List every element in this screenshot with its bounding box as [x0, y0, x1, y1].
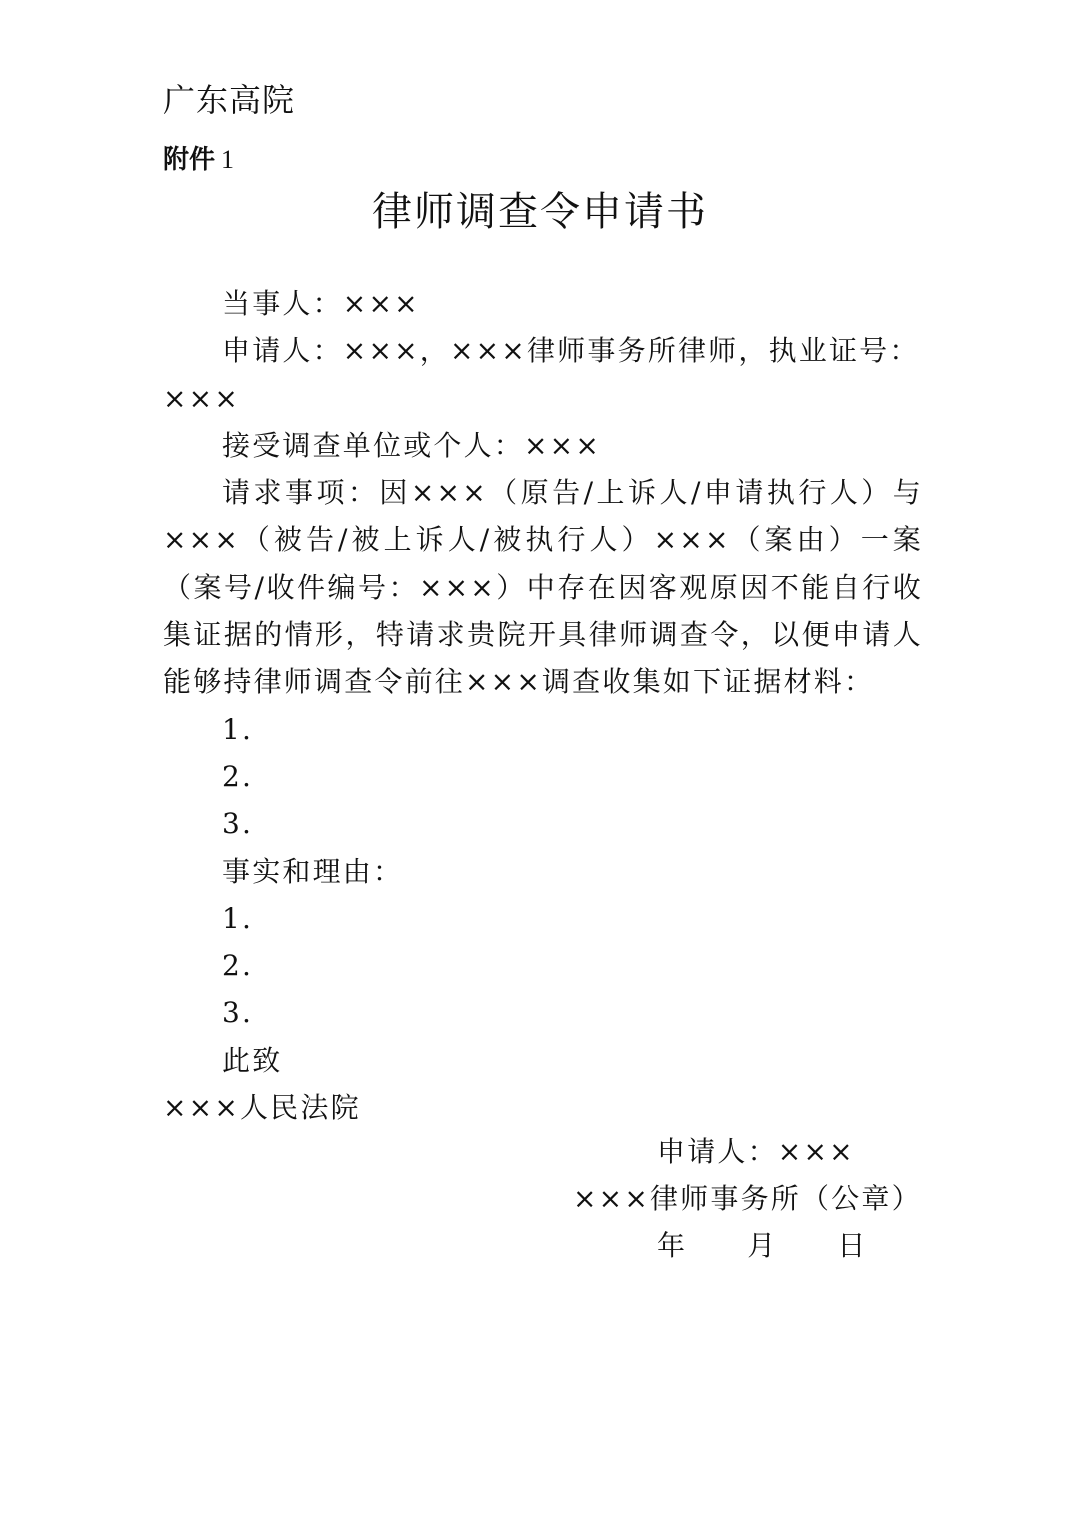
party-field: 当事人：×××	[222, 287, 420, 320]
attachment-text: 附件	[163, 145, 216, 175]
applicant-field-line2: ×××	[163, 381, 240, 415]
facts-item: 1.	[222, 901, 254, 935]
applicant-field-line1: 申请人：×××，×××律师事务所律师，执业证号：	[222, 334, 920, 368]
signature-applicant: 申请人：×××	[657, 1135, 855, 1168]
court-header: 广东高院	[163, 81, 296, 119]
salutation: 此致	[222, 1043, 283, 1077]
document-body	[163, 280, 923, 1131]
addressee-court: ×××人民法院	[163, 1091, 361, 1125]
date-month: 月	[747, 1229, 778, 1262]
evidence-item: 1.	[222, 712, 254, 746]
date-year: 年	[657, 1229, 688, 1262]
signature-date	[657, 1222, 868, 1269]
request-paragraph: 请求事项：因×××（原告/上诉人/申请执行人）与×××（被告/被上诉人/被执行人）×××（案由）一案（案号/收件编号：×××）中存在因客观原因不能自行收集证据的情形，特请求贵院开具律师调查令，以便申请人能够持律师调查令前往×××调查收集如下证据材料：	[163, 476, 923, 699]
facts-item: 3.	[222, 996, 254, 1030]
date-day: 日	[837, 1229, 868, 1262]
attachment-label	[163, 140, 234, 180]
facts-item: 2.	[222, 949, 254, 983]
signature-firm-seal: ×××律师事务所（公章）	[573, 1182, 922, 1215]
facts-heading: 事实和理由：	[222, 854, 404, 888]
document-title: 律师调查令申请书	[372, 189, 708, 235]
investigated-party-field: 接受调查单位或个人：×××	[222, 428, 601, 462]
evidence-item: 2.	[222, 759, 254, 793]
attachment-number: 1	[221, 145, 235, 174]
evidence-item: 3.	[222, 807, 254, 841]
